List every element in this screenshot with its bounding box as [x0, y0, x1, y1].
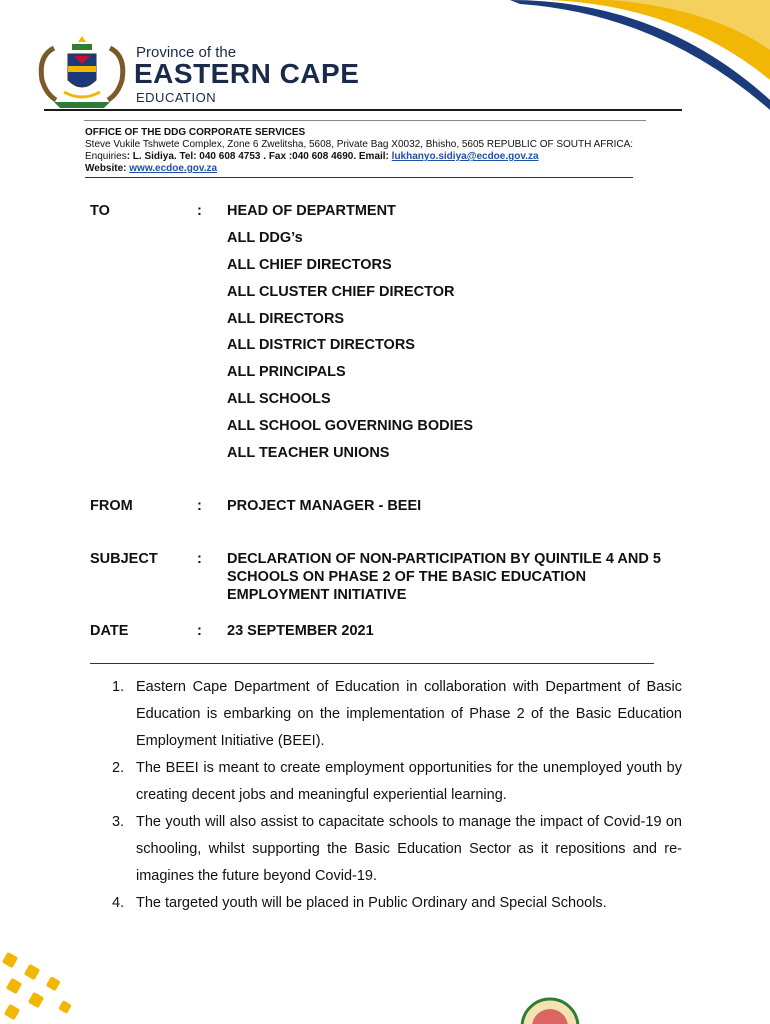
list-number: 1. [112, 679, 125, 695]
body-numbered-list [112, 674, 682, 917]
list-item [112, 890, 682, 917]
subject-value: DECLARATION OF NON-PARTICIPATION BY QUINTILE 4 AND 5 SCHOOLS ON PHASE 2 OF THE BASIC EDUCATION EMPLOYMENT INITIATIVE [227, 551, 661, 603]
recipient-item: ALL DIRECTORS [227, 311, 345, 327]
email-link[interactable]: lukhanyo.sidiya@ecdoe.gov.za [391, 151, 539, 162]
memo-divider [90, 663, 654, 664]
office-divider [85, 177, 633, 178]
list-number: 3. [112, 814, 125, 830]
recipient-item: ALL DISTRICT DIRECTORS [227, 337, 415, 353]
list-item [112, 674, 682, 755]
recipient-item: ALL TEACHER UNIONS [227, 445, 390, 461]
coat-of-arms-icon [34, 36, 130, 110]
recipient-item: ALL SCHOOLS [227, 391, 331, 407]
list-item [112, 755, 682, 809]
office-address: Steve Vukile Tshwete Complex, Zone 6 Zwelitsha, 5608, Private Bag X0032, Bhisho, 5605 REPUBLIC OF SOUTH AFRICA: [85, 139, 634, 150]
list-text: The youth will also assist to capacitate schools to manage the impact of Covid-19 on schooling, whilst supporting the Basic Education Sector as it repositions and re-imagines the future beyond Covid-19. [136, 814, 682, 884]
subject-label: SUBJECT [90, 551, 158, 567]
enquiries-value: : L. Sidiya. Tel: 040 608 4753 . Fax :040 608 4690. Email: [126, 151, 392, 162]
from-label: FROM [90, 498, 133, 514]
recipient-item: ALL DDG’s [227, 230, 303, 246]
recipient-item: ALL SCHOOL GOVERNING BODIES [227, 418, 473, 434]
footer-seal-icon [520, 995, 580, 1024]
office-enquiries [85, 151, 633, 163]
header-swoosh-graphic [510, 0, 770, 110]
date-colon: : [197, 623, 202, 639]
from-colon: : [197, 498, 202, 514]
header-divider [44, 109, 682, 111]
list-text: The targeted youth will be placed in Public Ordinary and Special Schools. [136, 895, 607, 911]
subject-colon: : [197, 551, 202, 567]
header-divider-thin [84, 120, 646, 121]
office-website [85, 163, 633, 175]
logo-province-text: Province of the [136, 44, 237, 61]
logo-education-text: EDUCATION [136, 90, 217, 105]
from-value: PROJECT MANAGER - BEEI [227, 498, 422, 514]
office-title: OFFICE OF THE DDG CORPORATE SERVICES [85, 127, 306, 138]
recipient-item: ALL CHIEF DIRECTORS [227, 257, 392, 273]
website-link[interactable]: www.ecdoe.gov.za [129, 163, 218, 174]
recipient-item: HEAD OF DEPARTMENT [227, 203, 396, 219]
to-colon: : [197, 203, 202, 219]
website-label: Website: [85, 163, 130, 174]
list-text: The BEEI is meant to create employment opportunities for the unemployed youth by creating decent jobs and meaningful experiential learning. [136, 760, 682, 803]
date-value: 23 SEPTEMBER 2021 [227, 623, 374, 639]
list-item [112, 809, 682, 890]
enquiries-label: Enquiries [85, 151, 127, 162]
list-text: Eastern Cape Department of Education in collaboration with Department of Basic Education is embarking on the implementation of Phase 2 of the Basic Education Employment Initiative (BEEI). [136, 679, 682, 749]
list-number: 4. [112, 895, 125, 911]
recipient-item: ALL PRINCIPALS [227, 364, 346, 380]
date-label: DATE [90, 623, 129, 639]
logo-eastern-cape-text: EASTERN CAPE [134, 58, 360, 89]
recipient-item: ALL CLUSTER CHIEF DIRECTOR [227, 284, 455, 300]
to-label: TO [90, 203, 110, 219]
list-number: 2. [112, 760, 125, 776]
footer-dots-graphic [0, 940, 90, 1024]
office-contact-block [85, 127, 633, 175]
